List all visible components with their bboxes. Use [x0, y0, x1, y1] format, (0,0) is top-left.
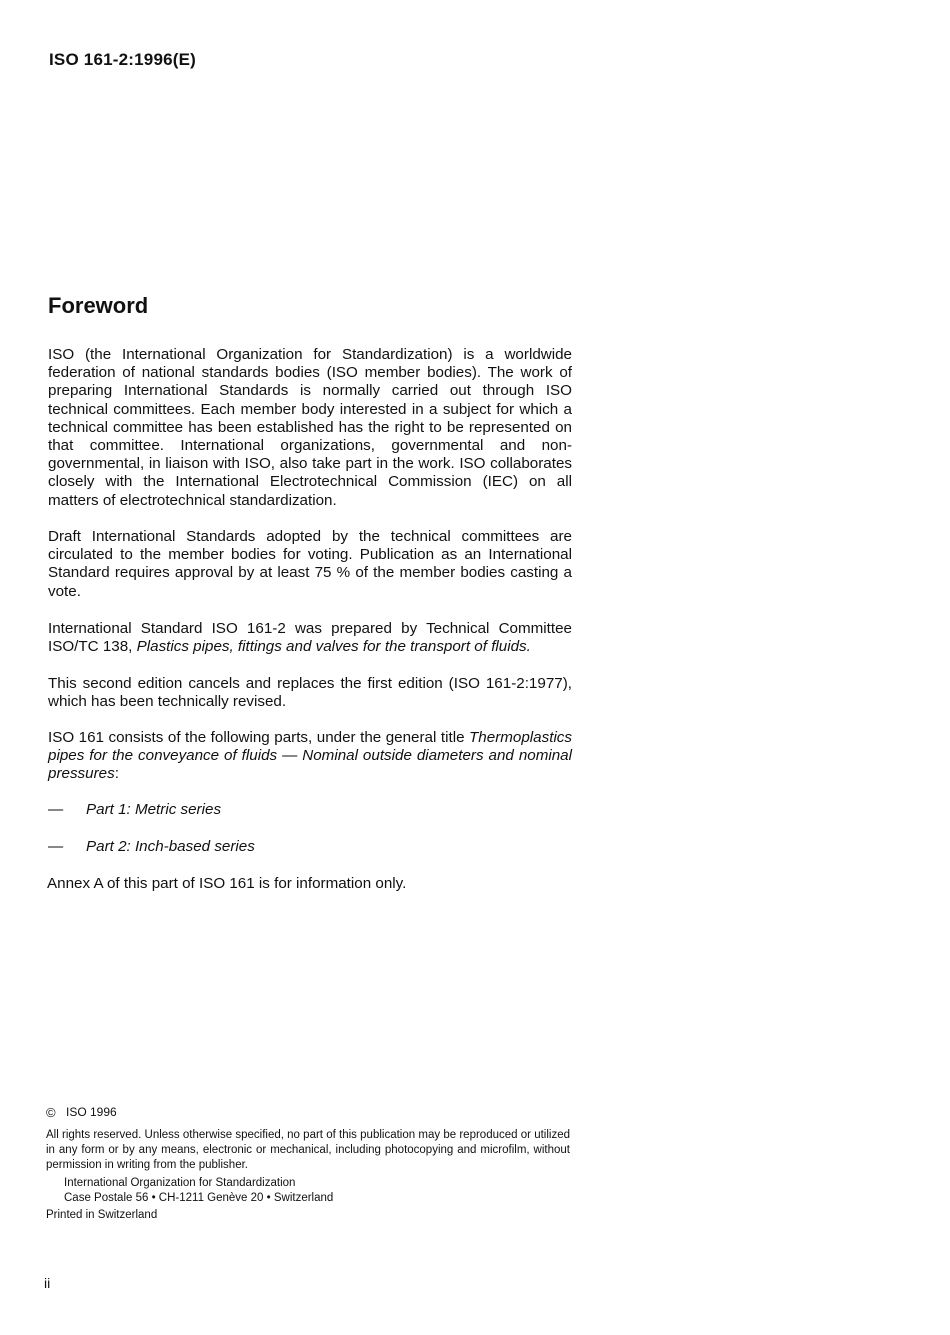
paragraph-preparation — [48, 620, 572, 656]
printed-in: Printed in Switzerland — [46, 1209, 158, 1221]
organization-address: Case Postale 56 • CH-1211 Genève 20 • Switzerland — [64, 1192, 334, 1204]
paragraph-edition: This second edition cancels and replaces the first edition (ISO 161-2:1977), which has been technically revised. — [48, 675, 572, 711]
copyright-line — [46, 1105, 570, 1120]
copyright-text: ISO 1996 — [66, 1105, 117, 1119]
paragraph-parts — [48, 729, 572, 784]
section-title: Foreword — [48, 293, 149, 318]
rights-statement: All rights reserved. Unless otherwise specified, no part of this publication may be reproduced or utilized in any form or by any means, electronic or mechanical, including photocopying and microfilm, without permission in writing from the publisher. — [46, 1129, 570, 1171]
copyright-icon: © — [46, 1105, 56, 1120]
preparation-text: International Standard ISO 161-2 was prepared by Technical Committee ISO/TC 138, — [48, 620, 572, 656]
organization-name: International Organization for Standardization — [64, 1177, 296, 1189]
copyright-footer — [46, 1105, 570, 1223]
list-item-label: Part 1: Metric series — [86, 801, 222, 818]
list-item-label: Part 2: Inch-based series — [86, 838, 255, 855]
list-dash: — — [48, 838, 64, 855]
committee-title: Plastics pipes, fittings and valves for the transport of fluids. — [136, 638, 531, 656]
paragraph-annex-note: Annex A of this part of ISO 161 is for information only. — [47, 875, 407, 892]
document-id-header: ISO 161-2:1996(E) — [49, 50, 197, 69]
page-number: ii — [44, 1275, 51, 1291]
parts-intro-text: ISO 161 consists of the following parts, under the general title — [48, 729, 470, 746]
general-title: Thermoplastics pipes for the conveyance of fluids — Nominal outside diameters and nominal pressures — [48, 729, 572, 783]
list-item — [48, 801, 221, 819]
list-dash: — — [48, 801, 64, 818]
organization-block — [64, 1176, 570, 1206]
parts-intro-colon: : — [114, 765, 119, 783]
list-item — [48, 838, 255, 856]
paragraph-iso-intro: ISO (the International Organization for Standardization) is a worldwide federation of national standards bodies (ISO member bodies). The work of preparing International Standards is normally carried out through ISO technical committees. Each member body interested in a subject for which a technical committee has been established has the right to be represented on that committee. International organizations, governmental and non-governmental, in liaison with ISO, also take part in the work. ISO collaborates closely with the International Electrotechnical Commission (IEC) on all matters of electrotechnical standardization. — [48, 346, 572, 509]
paragraph-draft-standards: Draft International Standards adopted by the technical committees are circulated to the member bodies for voting. Publication as an International Standard requires approval by at least 75 % of the member bodies casting a vote. — [48, 528, 572, 600]
